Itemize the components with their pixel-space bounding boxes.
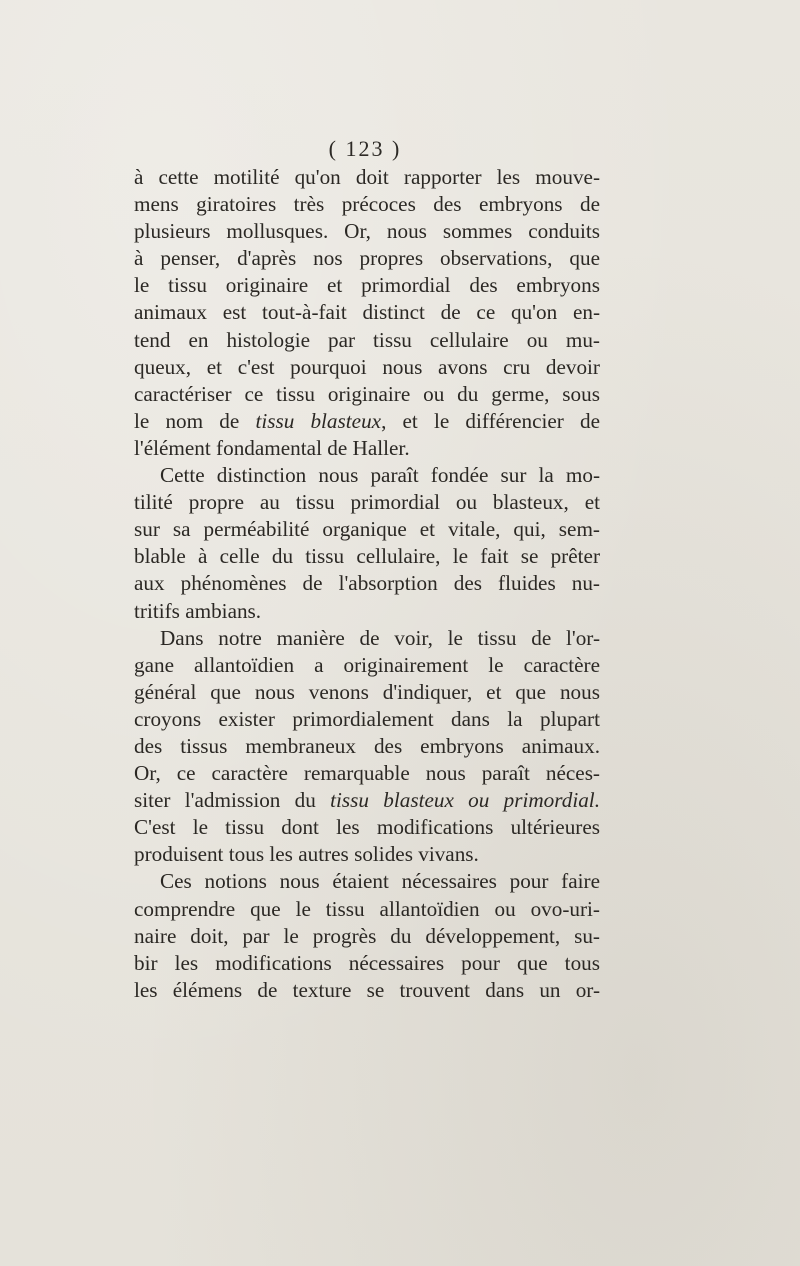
- text-line: tilité propre au tissu primordial ou blasteux, et: [134, 490, 600, 515]
- text-line: à cette motilité qu'on doit rapporter les mouve-: [134, 165, 600, 189]
- text-line: produisent tous les autres solides vivans.: [134, 842, 479, 867]
- text-line: mens giratoires très précoces des embryons de: [134, 192, 600, 217]
- italic-term: tissu blasteux: [255, 408, 382, 433]
- text-line: comprendre que le tissu allantoïdien ou ovo-uri-: [134, 896, 600, 921]
- text-line-mixed: [134, 787, 600, 814]
- text-line: C'est le tissu dont les modifications ultérieures: [134, 815, 600, 840]
- text-line: le tissu originaire et primordial des embryons: [134, 273, 600, 298]
- text-line: caractériser ce tissu originaire ou du germe, sous: [134, 381, 600, 406]
- page-number: ( 123 ): [328, 136, 402, 161]
- text-line-mixed: [134, 408, 600, 435]
- text-line: à penser, d'après nos propres observations, que: [134, 246, 600, 271]
- text-line: Cette distinction nous paraît fondée sur la mo-: [160, 463, 600, 488]
- italic-term: tissu blasteux ou primordial.: [330, 788, 600, 813]
- text-line: Dans notre manière de voir, le tissu de l'or-: [160, 625, 600, 650]
- text-run: le nom de: [134, 408, 256, 433]
- body-text: [134, 164, 600, 1004]
- text-line: tend en histologie par tissu cellulaire ou mu-: [134, 327, 600, 352]
- text-line: Ces notions nous étaient nécessaires pour faire: [160, 869, 600, 894]
- text-line: gane allantoïdien a originairement le caractère: [134, 652, 600, 677]
- paragraph-4: [134, 868, 600, 1003]
- paragraph-1: [134, 164, 600, 462]
- text-line: des tissus membraneux des embryons animaux.: [134, 733, 600, 758]
- paragraph-2: [134, 462, 600, 625]
- text-line: croyons exister primordialement dans la plupart: [134, 706, 600, 731]
- text-line: général que nous venons d'indiquer, et que nous: [134, 679, 600, 704]
- text-line: Or, ce caractère remarquable nous paraît néces-: [134, 761, 600, 786]
- text-line: blable à celle du tissu cellulaire, le fait se prêter: [134, 544, 600, 569]
- paragraph-3: [134, 625, 600, 869]
- text-line: tritifs ambians.: [134, 598, 262, 623]
- text-line: l'élément fondamental de Haller.: [134, 435, 410, 460]
- text-line: animaux est tout-à-fait distinct de ce qu'on en-: [134, 300, 600, 325]
- text-line: les élémens de texture se trouvent dans un or-: [134, 977, 600, 1002]
- text-line: queux, et c'est pourquoi nous avons cru devoir: [134, 354, 600, 379]
- text-run: siter l'admission du: [134, 788, 331, 813]
- text-line: bir les modifications nécessaires pour que tous: [134, 950, 600, 975]
- text-line: plusieurs mollusques. Or, nous sommes conduits: [134, 219, 600, 244]
- text-line: naire doit, par le progrès du développement, su-: [134, 923, 600, 948]
- text-line: sur sa perméabilité organique et vitale, qui, sem-: [134, 517, 600, 542]
- text-line: aux phénomènes de l'absorption des fluides nu-: [134, 571, 600, 596]
- text-run: , et le différencier de: [381, 408, 600, 433]
